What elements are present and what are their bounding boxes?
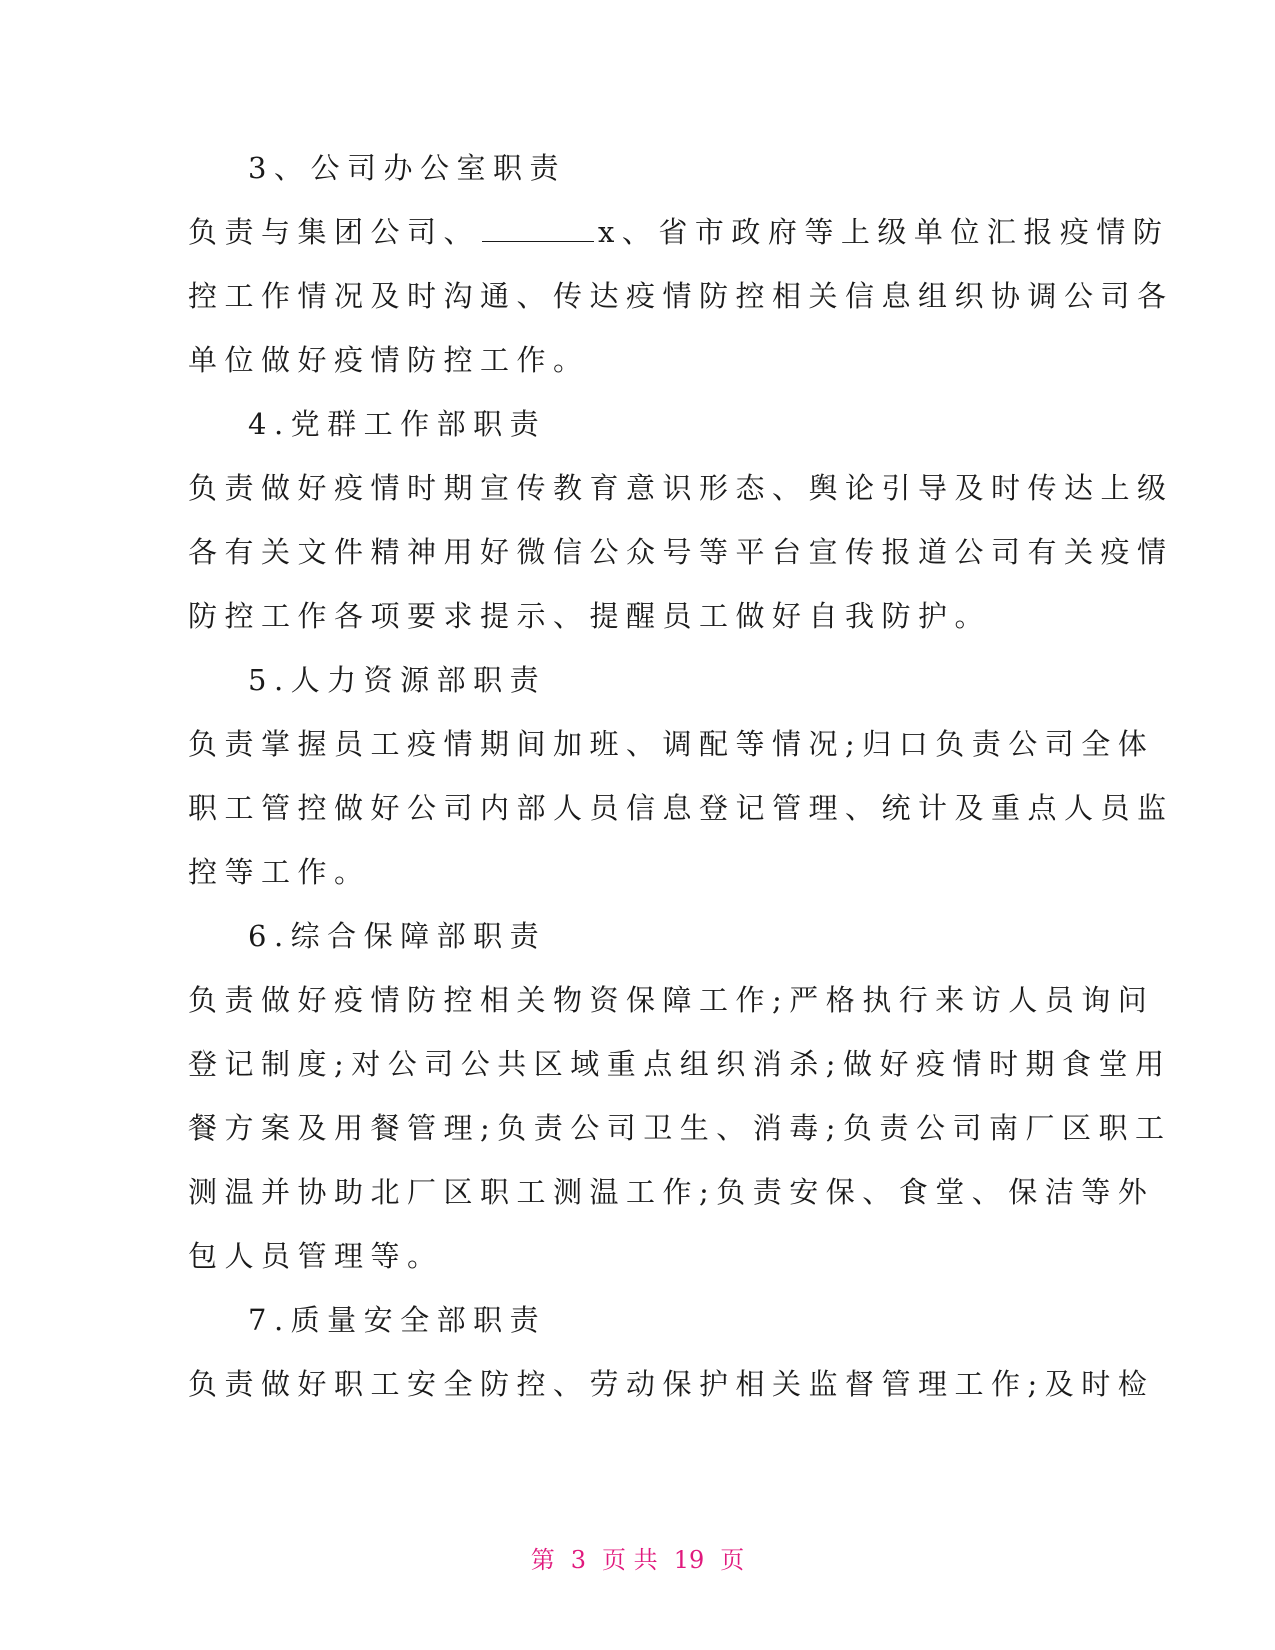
paragraph-line: 控等工作。 xyxy=(188,855,371,889)
paragraph-line: 测温并协助北厂区职工测温工作;负责安保、食堂、保洁等外 xyxy=(188,1175,1155,1209)
paragraph-line: 单位做好疫情防控工作。 xyxy=(188,343,590,377)
section-heading-quality: 7.质量安全部职责 xyxy=(248,1303,547,1337)
paragraph-line: 负责做好疫情时期宣传教育意识形态、舆论引导及时传达上级 xyxy=(188,471,1174,505)
paragraph-line: 控工作情况及时沟通、传达疫情防控相关信息组织协调公司各 xyxy=(188,279,1174,313)
section-heading-party: 4.党群工作部职责 xyxy=(248,407,547,441)
footer-middle: 页 共 xyxy=(602,1546,658,1574)
fill-in-blank xyxy=(482,219,594,242)
document-body xyxy=(188,136,1174,1416)
paragraph-line: 负责做好职工安全防控、劳动保护相关监督管理工作;及时检 xyxy=(188,1367,1155,1401)
text-before-blank: 负责与集团公司、 xyxy=(188,215,481,249)
paragraph-line: 职工管控做好公司内部人员信息登记管理、统计及重点人员监 xyxy=(188,791,1174,825)
paragraph-line: 防控工作各项要求提示、提醒员工做好自我防护。 xyxy=(188,599,992,633)
footer-total-pages: 19 xyxy=(673,1546,705,1574)
paragraph-line: 各有关文件精神用好微信公众号等平台宣传报道公司有关疫情 xyxy=(188,535,1174,569)
paragraph-line: 登记制度;对公司公共区域重点组织消杀;做好疫情时期食堂用 xyxy=(188,1047,1172,1081)
section-heading-support: 6.综合保障部职责 xyxy=(248,919,547,953)
page-footer xyxy=(0,1540,1275,1575)
footer-suffix: 页 xyxy=(720,1546,745,1574)
paragraph-line xyxy=(188,200,1170,264)
paragraph-line: 包人员管理等。 xyxy=(188,1239,444,1273)
paragraph-line: 餐方案及用餐管理;负责公司卫生、消毒;负责公司南厂区职工 xyxy=(188,1111,1172,1145)
footer-prefix: 第 xyxy=(530,1546,555,1574)
section-heading-hr: 5.人力资源部职责 xyxy=(248,663,547,697)
paragraph-line: 负责掌握员工疫情期间加班、调配等情况;归口负责公司全体 xyxy=(188,727,1155,761)
section-heading-office: 3、公司办公室职责 xyxy=(248,151,566,185)
text-after-blank: x、省市政府等上级单位汇报疫情防 xyxy=(598,215,1170,249)
paragraph-line: 负责做好疫情防控相关物资保障工作;严格执行来访人员询问 xyxy=(188,983,1155,1017)
footer-current-page: 3 xyxy=(570,1546,587,1574)
